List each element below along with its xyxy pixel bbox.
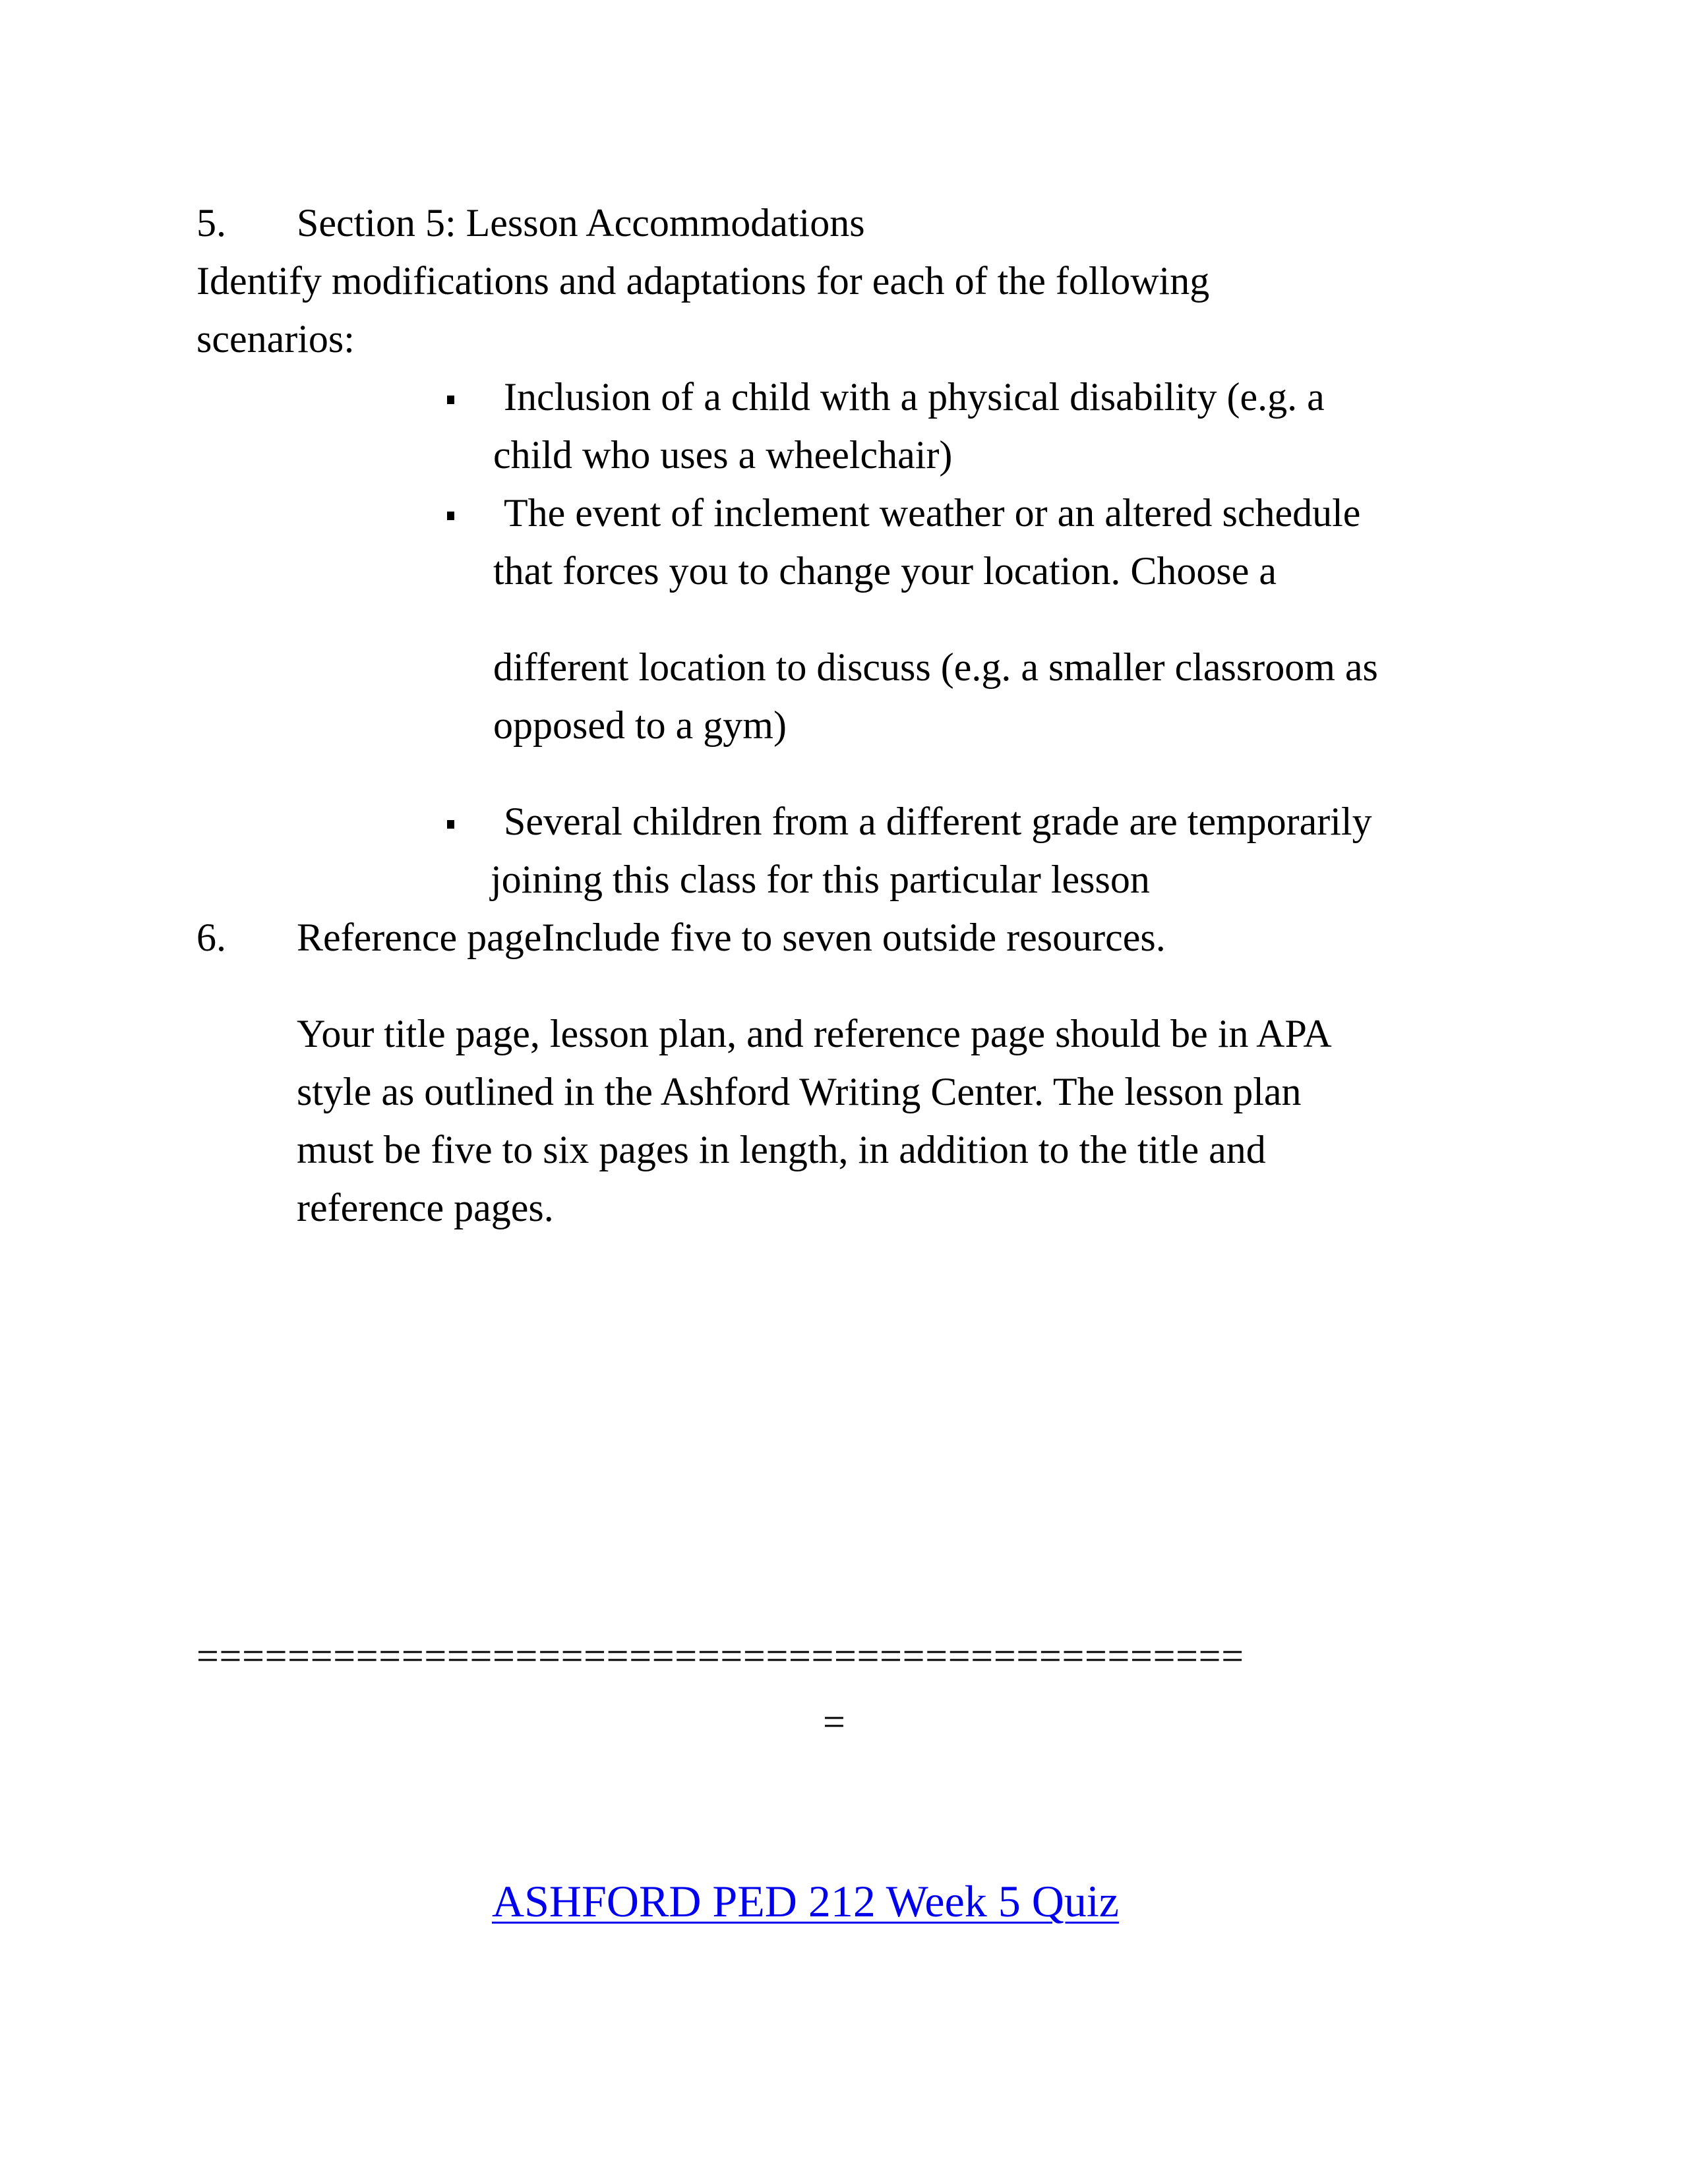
section-6-number: 6. xyxy=(196,916,226,959)
bullet-2-line-2: that forces you to change your location. Choose a xyxy=(493,549,1277,593)
separator-line: ============================================== xyxy=(196,1634,1244,1678)
section-6-paragraph-line-4: reference pages. xyxy=(297,1186,554,1229)
bullet-1-line-1: Inclusion of a child with a physical disability (e.g. a xyxy=(504,375,1325,419)
bullet-marker-2 xyxy=(447,512,454,520)
bullet-2-line-3: different location to discuss (e.g. a smaller classroom as xyxy=(493,645,1378,689)
section-6-heading: Reference pageInclude five to seven outside resources. xyxy=(297,916,1166,959)
section-6-paragraph-line-1: Your title page, lesson plan, and reference page should be in APA xyxy=(297,1012,1332,1055)
section-5-intro-line-2: scenarios: xyxy=(196,317,355,361)
separator-trailing: = xyxy=(823,1700,845,1744)
section-5-heading: Section 5: Lesson Accommodations xyxy=(297,201,865,245)
section-6-paragraph-line-2: style as outlined in the Ashford Writing Center. The lesson plan xyxy=(297,1070,1302,1113)
bullet-marker-1 xyxy=(447,396,454,404)
bullet-3-line-2: joining this class for this particular lesson xyxy=(491,858,1150,901)
bullet-1-line-2: child who uses a wheelchair) xyxy=(493,433,953,477)
section-5-intro-line-1: Identify modifications and adaptations for each of the following xyxy=(196,259,1210,303)
ashford-quiz-link[interactable]: ASHFORD PED 212 Week 5 Quiz xyxy=(492,1876,1119,1926)
bullet-marker-3 xyxy=(447,820,454,829)
bullet-2-line-1: The event of inclement weather or an altered schedule xyxy=(504,491,1361,535)
bullet-2-line-4: opposed to a gym) xyxy=(493,703,787,747)
bullet-3-line-1: Several children from a different grade are temporarily xyxy=(504,800,1372,843)
section-5-number: 5. xyxy=(196,201,226,245)
section-6-paragraph-line-3: must be five to six pages in length, in addition to the title and xyxy=(297,1128,1266,1171)
